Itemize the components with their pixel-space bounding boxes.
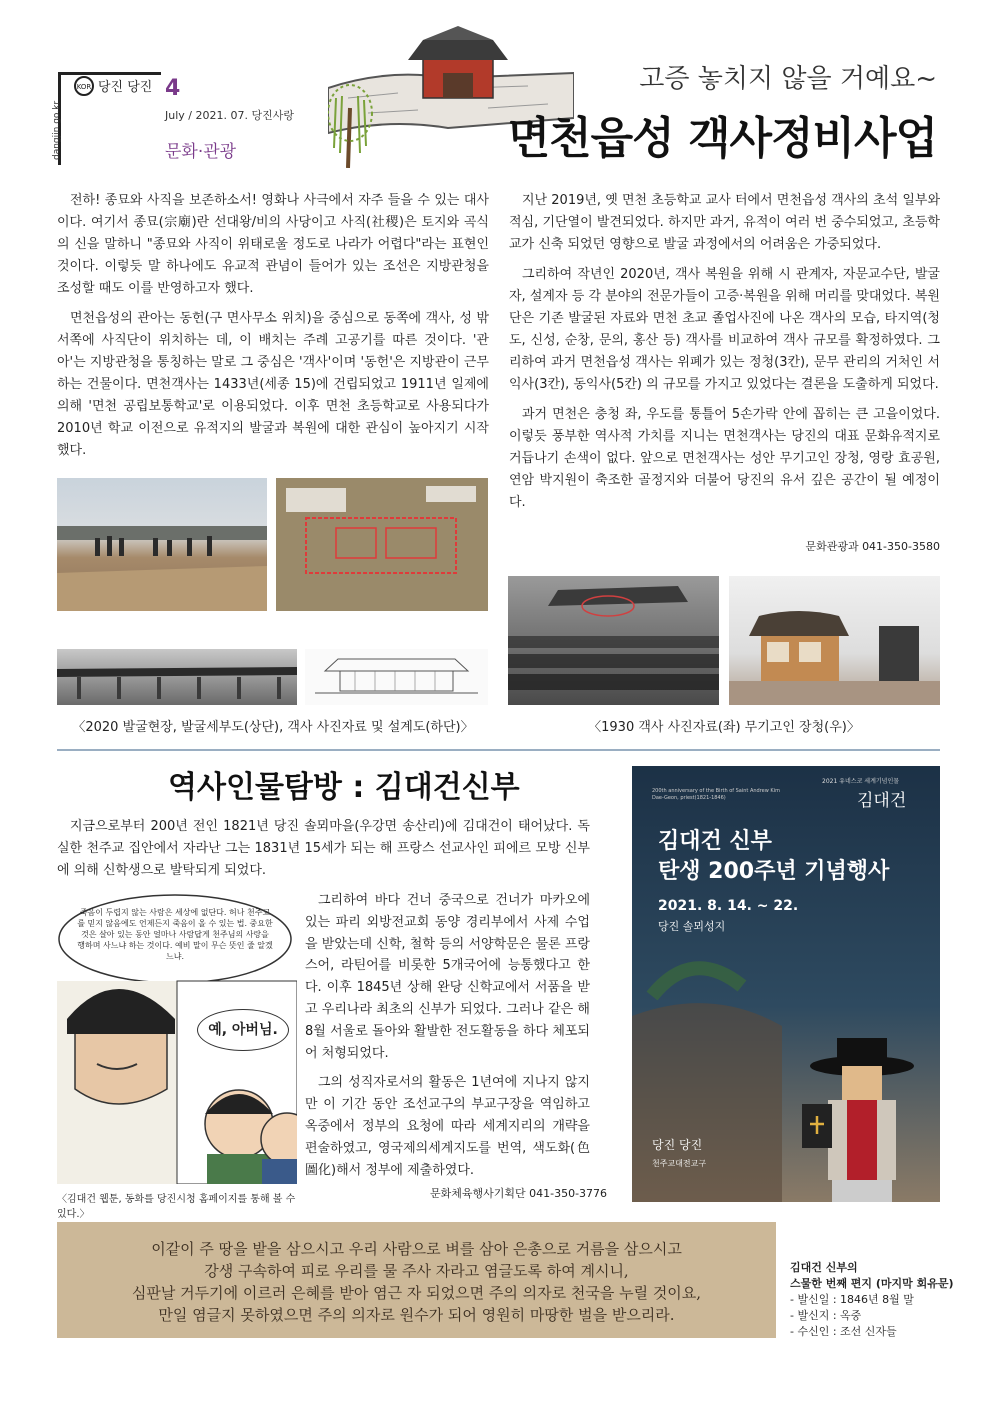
comic-reply-bubble: 예, 아버님. (197, 1009, 289, 1051)
poster-unesco-line: 200th anniversary of the Birth of Saint Andrew Kim Dae-Geon, priest(1821-1846) (652, 788, 780, 801)
sidenote-title2: 스물한 번째 편지 (마지막 회유문) (790, 1277, 954, 1290)
paragraph: 전하! 종묘와 사직을 보존하소서! 영화나 사극에서 자주 들을 수 있는 대사이다. 여기서 종묘(宗廟)란 선대왕/비의 사당이고 사직(社稷)은 토지와 곡식의 신을 말하니 "종묘와 사직이 위태로울 정도로 나라가 어렵다"라는 표현인 것이다. 이렇듯 말 하나에도 유교적 관념이 들어가 있는 조선은 지방관청을 조성할 때도 이를 반영하고자 했다. (57, 193, 489, 296)
sidenote-title1: 김대건 신부의 (790, 1261, 858, 1274)
excavation-site-photo (57, 478, 267, 611)
paragraph: 그리하여 바다 건너 중국으로 건너가 마카오에 있는 파리 외방전교회 동양 경리부에서 사제 수업을 받았는데 신학, 철학 등의 서양학문은 물론 프랑스어, 라틴어를 비롯한 5개국어에 능통했다고 한다. 이후 1845년 상해 완당 신학교에서 서품을 받고 우리나라 최초의 신부가 되었다. 그러나 같은 해 8월 서울로 돌아와 활발한 전도활동을 하다 체포되어 처형되었다. (305, 893, 590, 1061)
letter-line: 심판날 거두기에 이르러 은혜를 받아 염근 자 되었으면 주의 의자로 천국을 누릴 것이요, (131, 1284, 702, 1302)
article2-contact: 문화체육행사기획단 041-350-3776 (430, 1187, 608, 1200)
poster-footer-org: 천주교대전교구 (652, 1159, 707, 1168)
letter-sidenote (790, 1260, 954, 1340)
paragraph: 그의 성직자로서의 활동은 1년여에 지나지 않지만 이 기간 동안 조선교구의 부교구장을 역임하고 옥중에서 정부의 요청에 따라 세계지리의 개략을 편술하였고, 영국제의세계지도를 번역, 색도화(色圖化)해서 정부에 제출하였다. (305, 1075, 590, 1178)
poster-name: 김대건 (857, 791, 907, 811)
logo-text: 당진 당진 (98, 80, 153, 95)
article1-caption-right: 〈1930 객사 사진자료(좌) 무기고인 장청(우)〉 (588, 720, 860, 735)
paragraph: 지난 2019년, 옛 면천 초등학교 교사 터에서 면천읍성 객사의 초석 일부와 적심, 기단열이 발견되었다. 하지만 과거, 유적이 여러 번 중수되었고, 초등학교가 신축 되었던 영향으로 발굴 과정에서의 어려움은 가중되었다. (509, 193, 940, 252)
anniversary-poster (632, 766, 940, 1202)
paragraph: 지금으로부터 200년 전인 1821년 당진 솔뫼마을(우강면 송산리)에 김대건이 태어났다. 독실한 천주교 집안에서 자라난 그는 1831년 15세가 되는 해 프랑스 선교사인 피에르 모방 신부에 의해 신학생으로 발탁되게 되었다. (57, 819, 590, 878)
paragraph: 면천읍성의 관아는 동헌(구 면사무소 위치)을 중심으로 동쪽에 객사, 성 밖 서쪽에 사직단이 위치하는 데, 이 배치는 주례 고공기를 따른 것이다. '관아'는 지방관청을 통칭하는 말로 그 중심은 '객사'이며 '동헌'은 지방관이 근무하는 건물이다. 면천객사는 1433년(세종 15)에 건립되었고 1911년 일제에 의해 '면천 공립보통학교'로 이용되었다. 이후 면천 초등학교로 사용되다가 2010년 학교 이전으로 유적지의 발굴과 복원에 대한 관심이 높아지기 시작했다. (57, 311, 489, 458)
svg-text:KOR: KOR (76, 83, 92, 91)
letter-line: 강생 구속하여 피로 우리를 물 주사 자라고 염글도록 하여 계시니, (204, 1262, 629, 1280)
excavation-plan-photo (276, 478, 488, 611)
paragraph: 그리하여 작년인 2020년, 객사 복원을 위해 시 관계자, 자문교수단, 발굴자, 설계자 등 각 분야의 전문가들이 고증·복원을 위해 머리를 맞대었다. 복원단은 기존 발굴된 자료와 면천 초교 졸업사진에 나온 객사의 모습, 타지역(청도, 신성, 순창, 문의, 홍산 등) 객사를 비교하여 객사 규모를 확정하였다. 그리하여 과거 면천읍성 객사는 위폐가 있는 정청(3칸), 문무 관리의 거처인 서익사(3칸), 동익사(5칸) 의 규모를 가지고 있었다는 결론을 도출하게 되었다. (509, 267, 940, 392)
comic-speech-bubble: 죽음이 두렵지 않는 사람은 세상에 없단다. 허나 천주교를 믿지 않음에도 언제든지 죽음이 올 수 있는 법. 중요한 것은 살아 있는 동안 얼마나 사람답게 천주님의 사랑을 행하며 사느냐 하는 것이다. 예비 말이 무슨 뜻인 줄 알겠느냐. (77, 908, 273, 961)
logo-url: dangjin.go.kr (52, 100, 62, 160)
article2-title: 역사인물탐방 : 김대건신부 (168, 770, 520, 805)
poster-top-label: 2021 유네스코 세계기념인물 (822, 778, 900, 785)
page-subtitle: 고증 놓치지 않을 거예요~ (639, 64, 937, 94)
sidenote-item: - 발신일 : 1846년 8월 말 (790, 1293, 914, 1306)
page-title: 면천읍성 객사정비사업 (507, 113, 937, 164)
section-label: 문화·관광 (165, 142, 237, 162)
comic-caption: 〈김대건 웹툰, 동화를 당진시청 홈페이지를 통해 볼 수 있다.〉 (57, 1194, 296, 1220)
webtoon-comic (57, 889, 297, 1184)
poster-headline1: 김대건 신부 (658, 829, 772, 854)
poster-dates: 2021. 8. 14. ~ 22. (658, 898, 799, 914)
design-drawing (305, 649, 488, 705)
letter-line: 이같이 주 땅을 밭을 삼으시고 우리 사람으로 벼를 삼아 은총으로 거름을 삼으시고 (151, 1240, 682, 1258)
jangcheong-photo (729, 576, 940, 705)
old-guesthouse-photo (57, 649, 297, 705)
section-divider (57, 749, 940, 751)
paragraph: 과거 면천은 충청 좌, 우도를 통틀어 5손가락 안에 꼽히는 큰 고을이었다. 이렇듯 풍부한 역사적 가치를 지니는 면천객사는 당진의 대표 문화유적지로 거듭나기 손색이 없다. 앞으로 면천객사는 성안 무기고인 장청, 영랑 효공원, 연암 박지원이 축조한 골정지와 더불어 당진의 유서 깊은 공간이 될 예정이다. (509, 407, 940, 510)
article1-contact: 문화관광과 041-350-3580 (805, 540, 940, 553)
issue-date: July / 2021. 07. 당진사랑 (165, 109, 294, 122)
article1-caption-left: 〈2020 발굴현장, 발굴세부도(상단), 객사 사진자료 및 설계도(하단)〉 (72, 720, 474, 735)
poster-venue: 당진 솔뫼성지 (658, 920, 726, 933)
1930-group-photo (508, 576, 719, 705)
article2-intro (57, 816, 590, 890)
poster-footer-logo: 당진 당진 (652, 1138, 703, 1152)
sidenote-item: - 발신지 : 옥중 (790, 1309, 862, 1322)
poster-headline2: 탄생 200주년 기념행사 (658, 859, 890, 884)
article1-left-column (57, 190, 489, 470)
letter-line: 만일 염글지 못하였으면 주의 의자로 원수가 되어 영원히 마땅한 벌을 받으리라. (158, 1306, 675, 1324)
article2-body (305, 890, 590, 1189)
letter-quote-box (57, 1222, 776, 1338)
article1-right-column (509, 190, 940, 522)
page-number: 4 (165, 76, 181, 101)
sidenote-item: - 수신인 : 조선 신자들 (790, 1325, 897, 1338)
